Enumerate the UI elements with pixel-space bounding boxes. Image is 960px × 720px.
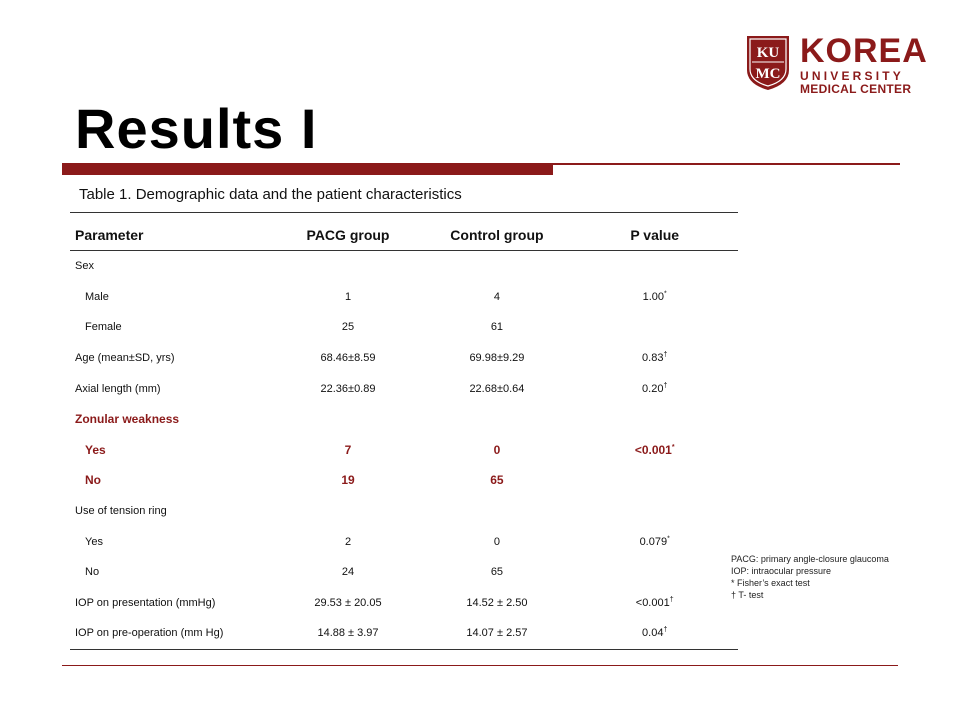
table-row bbox=[70, 343, 738, 374]
logo-wordmark bbox=[800, 34, 928, 96]
cell-p-value bbox=[571, 251, 738, 282]
cell-pacg bbox=[274, 496, 423, 527]
test-marker: * bbox=[667, 534, 670, 542]
test-marker: * bbox=[671, 443, 675, 451]
cell-control: 61 bbox=[490, 321, 504, 334]
cell-control bbox=[422, 496, 571, 527]
cell-p-value bbox=[571, 557, 738, 588]
cell-pacg: 1 bbox=[344, 290, 352, 303]
row-label: Age (mean±SD, yrs) bbox=[75, 352, 175, 365]
table-row bbox=[70, 496, 738, 527]
p-value-text: <0.001 bbox=[635, 596, 670, 609]
footnote: PACG: primary angle-closure glaucoma bbox=[731, 554, 889, 564]
cell-control: 69.98±9.29 bbox=[469, 352, 525, 365]
table-footnotes bbox=[731, 553, 889, 601]
cell-control: 65 bbox=[490, 566, 504, 579]
cell-pacg bbox=[274, 404, 423, 435]
cell-pacg: 22.36±0.89 bbox=[320, 382, 376, 395]
row-label: Use of tension ring bbox=[75, 505, 167, 518]
cell-control: 22.68±0.64 bbox=[469, 382, 525, 395]
monogram-top: KU bbox=[756, 45, 780, 61]
cell-pacg: 25 bbox=[341, 321, 355, 334]
footnote: † T- test bbox=[731, 590, 764, 600]
cell-p-value bbox=[571, 312, 738, 343]
p-value-text: 1.00 bbox=[642, 290, 665, 303]
cell-pacg: 29.53 ± 20.05 bbox=[314, 596, 382, 609]
logo-line-university: UNIVERSITY bbox=[800, 69, 905, 83]
row-label: No bbox=[85, 566, 100, 579]
cell-control: 0 bbox=[493, 535, 500, 548]
cell-pacg: 68.46±8.59 bbox=[320, 352, 376, 365]
cell-p-value bbox=[571, 496, 738, 527]
table-row bbox=[70, 465, 738, 496]
row-label: No bbox=[85, 473, 101, 488]
slide-title: Results I bbox=[75, 97, 318, 160]
p-value-text: 0.079 bbox=[639, 535, 668, 548]
test-marker: † bbox=[663, 351, 668, 359]
test-marker: † bbox=[663, 626, 668, 634]
cell-control: 4 bbox=[493, 290, 500, 303]
cell-pacg bbox=[274, 251, 423, 282]
table-row bbox=[70, 435, 738, 466]
cell-control: 14.52 ± 2.50 bbox=[466, 596, 528, 609]
header-parameter: Parameter bbox=[70, 220, 274, 251]
korea-university-medical-center-logo bbox=[745, 32, 928, 96]
cell-p-value bbox=[571, 526, 738, 557]
cell-p-value bbox=[571, 465, 738, 496]
table-row bbox=[70, 312, 738, 343]
p-value-text: <0.001 bbox=[634, 442, 672, 457]
table-row bbox=[70, 557, 738, 588]
cell-control: 65 bbox=[490, 473, 504, 488]
logo-line-medical-center: MEDICAL CENTER bbox=[800, 82, 912, 96]
table-row bbox=[70, 251, 738, 282]
footer-rule bbox=[62, 665, 898, 666]
footnote: IOP: intraocular pressure bbox=[731, 566, 832, 576]
title-accent-bar bbox=[62, 163, 553, 175]
cell-p-value bbox=[571, 618, 738, 649]
cell-pacg: 2 bbox=[344, 535, 352, 548]
cell-control: 0 bbox=[493, 442, 501, 457]
cell-p-value bbox=[571, 373, 738, 404]
row-label: Axial length (mm) bbox=[75, 382, 161, 395]
cell-pacg: 24 bbox=[341, 566, 355, 579]
table-caption: Table 1. Demographic data and the patient characteristics bbox=[79, 186, 462, 203]
row-label: Zonular weakness bbox=[75, 412, 180, 427]
header-pacg-group: PACG group bbox=[274, 220, 423, 251]
test-marker: † bbox=[669, 596, 674, 604]
cell-p-value bbox=[571, 435, 738, 466]
cell-p-value bbox=[571, 404, 738, 435]
table-body bbox=[70, 251, 738, 650]
row-label: Female bbox=[85, 321, 122, 334]
p-value-text: 0.20 bbox=[642, 382, 664, 395]
p-value-text: 0.04 bbox=[642, 627, 664, 640]
header-p-value: P value bbox=[571, 220, 738, 251]
footnote: * Fisher’s exact test bbox=[731, 578, 810, 588]
row-label: Sex bbox=[75, 260, 94, 273]
row-label: Yes bbox=[85, 442, 106, 457]
cell-control: 14.07 ± 2.57 bbox=[422, 618, 571, 649]
header-control-group: Control group bbox=[422, 220, 571, 251]
row-label: Yes bbox=[85, 535, 103, 548]
cell-p-value bbox=[571, 588, 738, 619]
cell-control bbox=[422, 404, 571, 435]
row-label: IOP on pre-operation (mm Hg) bbox=[70, 618, 274, 649]
cell-pacg: 7 bbox=[344, 442, 352, 457]
row-label: Male bbox=[85, 290, 109, 303]
caption-rule bbox=[70, 212, 738, 213]
table-row bbox=[70, 373, 738, 404]
p-value-text: 0.83 bbox=[642, 352, 664, 365]
table-row bbox=[70, 588, 738, 619]
cell-control bbox=[422, 251, 571, 282]
demographics-table bbox=[70, 220, 738, 650]
logo-line-korea: KOREA bbox=[800, 32, 928, 70]
monogram-bottom: MC bbox=[755, 66, 781, 82]
table-row bbox=[70, 618, 738, 649]
cell-pacg: 14.88 ± 3.97 bbox=[274, 618, 423, 649]
row-label: IOP on presentation (mmHg) bbox=[75, 596, 216, 609]
table-header-row bbox=[70, 220, 738, 251]
table-row bbox=[70, 404, 738, 435]
test-marker: * bbox=[664, 290, 667, 298]
cell-pacg: 19 bbox=[341, 473, 355, 488]
table-row bbox=[70, 526, 738, 557]
test-marker: † bbox=[663, 382, 668, 390]
cell-p-value bbox=[571, 282, 738, 313]
cell-p-value bbox=[571, 343, 738, 374]
kumc-shield-icon bbox=[745, 34, 791, 92]
table-row bbox=[70, 282, 738, 313]
